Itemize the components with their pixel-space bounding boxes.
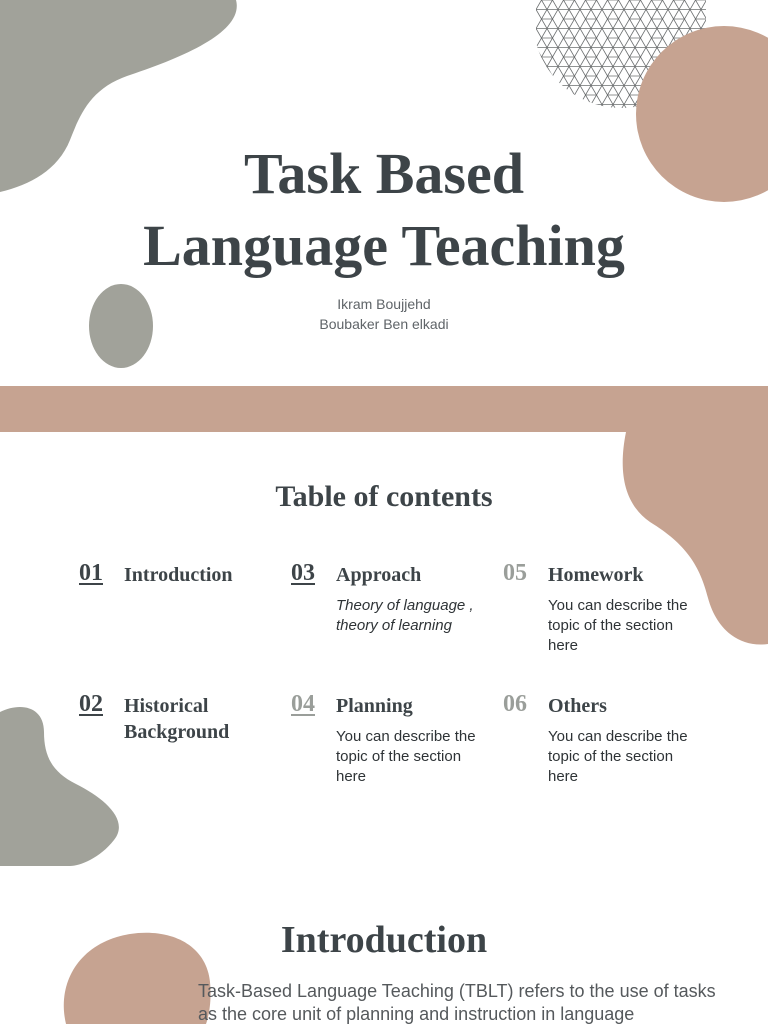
author-name: Boubaker Ben elkadi bbox=[319, 316, 449, 332]
toc-number: 06 bbox=[503, 691, 527, 717]
toc-number: 01 bbox=[79, 560, 103, 586]
slide-divider bbox=[0, 386, 768, 432]
authors bbox=[0, 294, 768, 334]
toc-description: You can describe the topic of the section here bbox=[548, 597, 688, 654]
toc-heading: Table of contents bbox=[275, 480, 493, 513]
toc-title: Approach bbox=[336, 564, 422, 586]
toc-title: Others bbox=[548, 695, 607, 717]
toc-slide bbox=[0, 432, 768, 866]
author-name: Ikram Boujjehd bbox=[337, 296, 431, 312]
toc-number: 03 bbox=[291, 560, 315, 586]
toc-title: Planning bbox=[336, 695, 413, 717]
title-line-1: Task Based bbox=[244, 141, 524, 206]
toc-title: Introduction bbox=[124, 564, 233, 586]
toc-number: 02 bbox=[79, 691, 103, 717]
toc-title: Historical Background bbox=[124, 695, 230, 743]
toc-number: 05 bbox=[503, 560, 527, 586]
introduction-text: Task-Based Language Teaching (TBLT) refers to the use of tasks as the core unit of planning and instruction in language bbox=[198, 981, 716, 1024]
toc-description: Theory of language , theory of learning bbox=[336, 597, 474, 634]
introduction-heading: Introduction bbox=[280, 919, 488, 961]
presentation-title bbox=[0, 138, 768, 282]
cover-slide bbox=[0, 0, 768, 386]
toc-title: Homework bbox=[548, 564, 644, 586]
toc-description: You can describe the topic of the section here bbox=[548, 728, 688, 785]
gray-blob-left bbox=[0, 702, 124, 866]
title-line-2: Language Teaching bbox=[143, 213, 625, 278]
toc-number: 04 bbox=[291, 691, 315, 717]
toc-description: You can describe the topic of the section here bbox=[336, 728, 476, 785]
introduction-slide bbox=[0, 866, 768, 1024]
